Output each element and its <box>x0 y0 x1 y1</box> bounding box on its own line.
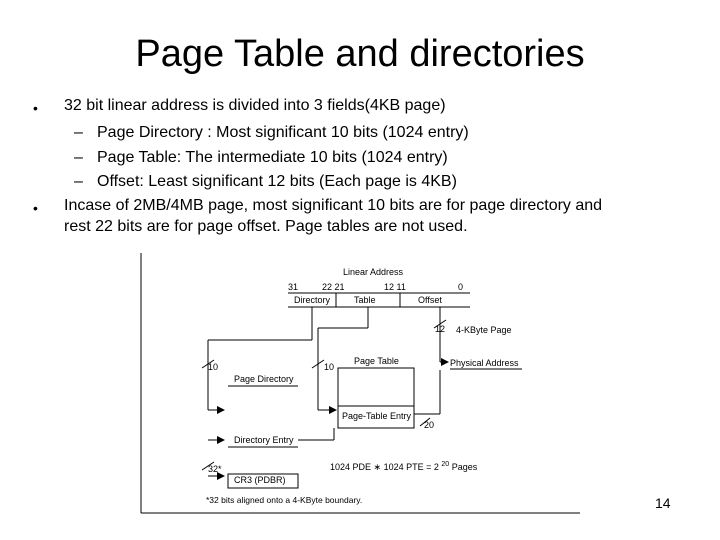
cr3-label: CR3 (PDBR) <box>234 475 286 485</box>
page-directory-label: Page Directory <box>234 374 294 384</box>
bullet-marker: • <box>33 200 38 216</box>
width-12-label: 12 <box>435 324 446 334</box>
slide-title: Page Table and directories <box>135 33 585 75</box>
bullet-marker: • <box>33 100 38 116</box>
field-table: Table <box>354 295 376 305</box>
formula-main: 1024 PDE ∗ 1024 PTE = 2 <box>330 462 439 472</box>
directory-entry-label: Directory Entry <box>234 435 294 445</box>
bullet-text: 32 bit linear address is divided into 3 fields(4KB page) <box>64 97 446 114</box>
sub-bullet-text: Offset: Least significant 12 bits (Each page is 4KB) <box>97 173 457 190</box>
formula-exponent: 20 <box>441 461 450 468</box>
width-10-label: 10 <box>324 362 335 372</box>
alignment-footnote: *32 bits aligned onto a 4-KByte boundary. <box>206 495 363 505</box>
bit-12-11-label: 12 11 <box>384 282 406 292</box>
field-offset: Offset <box>418 295 442 305</box>
field-directory: Directory <box>294 295 331 305</box>
bit-22-21-label: 22 21 <box>322 282 345 292</box>
width-20-label: 20 <box>424 420 435 430</box>
bullet-text: Incase of 2MB/4MB page, most significant 10 bits are for page directory and <box>64 197 603 214</box>
bit-31-label: 31 <box>288 282 299 292</box>
physical-address-label: Physical Address <box>450 358 519 368</box>
bit-0-label: 0 <box>458 282 464 292</box>
sub-bullet-text: Page Table: The intermediate 10 bits (1024 entry) <box>97 149 448 166</box>
page-table-label: Page Table <box>354 356 399 366</box>
width-10-label: 10 <box>208 362 219 372</box>
pages-formula <box>330 458 478 472</box>
slide-number: 14 <box>655 495 671 511</box>
linear-address-label: Linear Address <box>343 267 404 277</box>
page-4k-label: 4-KByte Page <box>456 325 512 335</box>
sub-bullet-marker: – <box>74 124 83 141</box>
width-32-label: 32* <box>208 464 222 474</box>
formula-tail: Pages <box>451 462 478 472</box>
page-table-entry-label: Page-Table Entry <box>342 411 412 421</box>
sub-bullet-marker: – <box>74 149 83 166</box>
bullet-text: rest 22 bits are for page offset. Page tables are not used. <box>64 218 468 235</box>
sub-bullet-marker: – <box>74 173 83 190</box>
sub-bullet-text: Page Directory : Most significant 10 bits (1024 entry) <box>97 124 469 141</box>
